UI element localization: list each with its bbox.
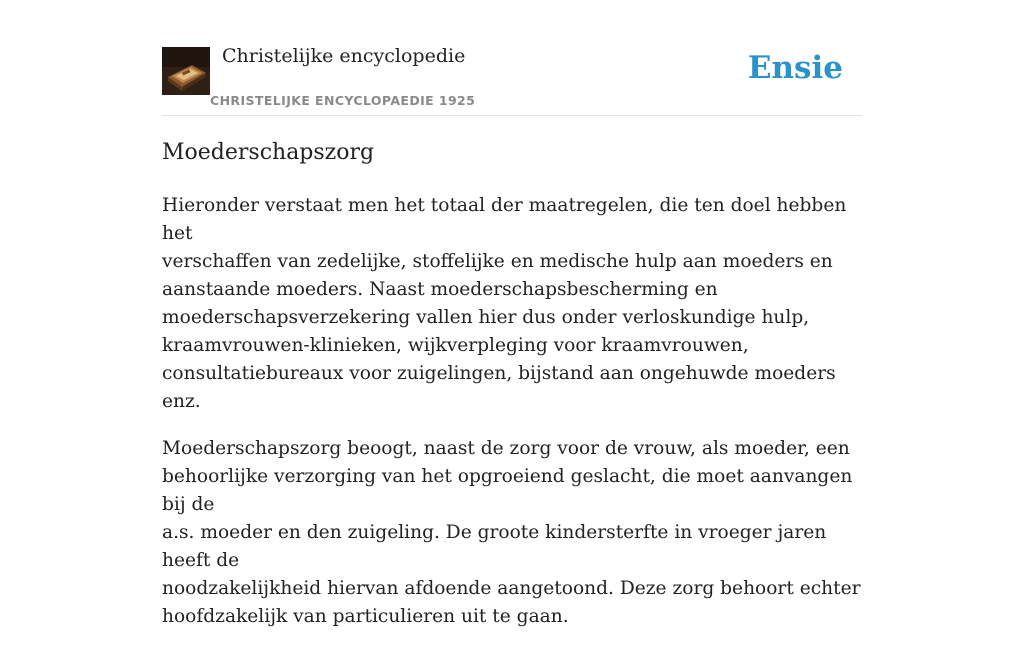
header: [162, 40, 862, 116]
paragraph-line: Hieronder verstaat men het totaal der maatregelen, die ten doel hebben het: [162, 195, 847, 244]
paragraph-line: Moederschapszorg beoogt, naast de zorg voor de vrouw, als moeder, een: [162, 438, 850, 459]
paragraph-line: moederschapsverzekering vallen hier dus onder verloskundige hulp,: [162, 307, 810, 328]
paragraph-2: [162, 435, 862, 631]
paragraph-line: verschaffen van zedelijke, stoffelijke en medische hulp aan moeders en: [162, 251, 833, 272]
avatar[interactable]: [162, 47, 210, 95]
paragraph-line: a.s. moeder en den zuigeling. De groote kindersterfte in vroeger jaren heeft de: [162, 522, 827, 571]
paragraph-line: hoofdzakelijk van particulieren uit te gaan.: [162, 606, 569, 627]
paragraph-line: behoorlijke verzorging van het opgroeiend geslacht, die moet aanvangen bij de: [162, 466, 853, 515]
paragraph-line: consultatiebureaux voor zuigelingen, bijstand aan ongehuwde moeders enz.: [162, 363, 836, 412]
article-body: [162, 192, 862, 650]
article-title: Moederschapszorg: [162, 140, 375, 165]
source-title[interactable]: Christelijke encyclopedie: [222, 45, 466, 67]
ensie-logo[interactable]: Ensie: [747, 50, 843, 86]
paragraph-line: noodzakelijkheid hiervan afdoende aangetoond. Deze zorg behoort echter: [162, 578, 861, 599]
paragraph-line: aanstaande moeders. Naast moederschapsbescherming en: [162, 279, 718, 300]
source-subtitle: CHRISTELIJKE ENCYCLOPAEDIE 1925: [210, 93, 476, 108]
book-photo-icon: [162, 47, 210, 95]
paragraph-line: kraamvrouwen-klinieken, wijkverpleging voor kraamvrouwen,: [162, 335, 749, 356]
paragraph-1: [162, 192, 862, 416]
